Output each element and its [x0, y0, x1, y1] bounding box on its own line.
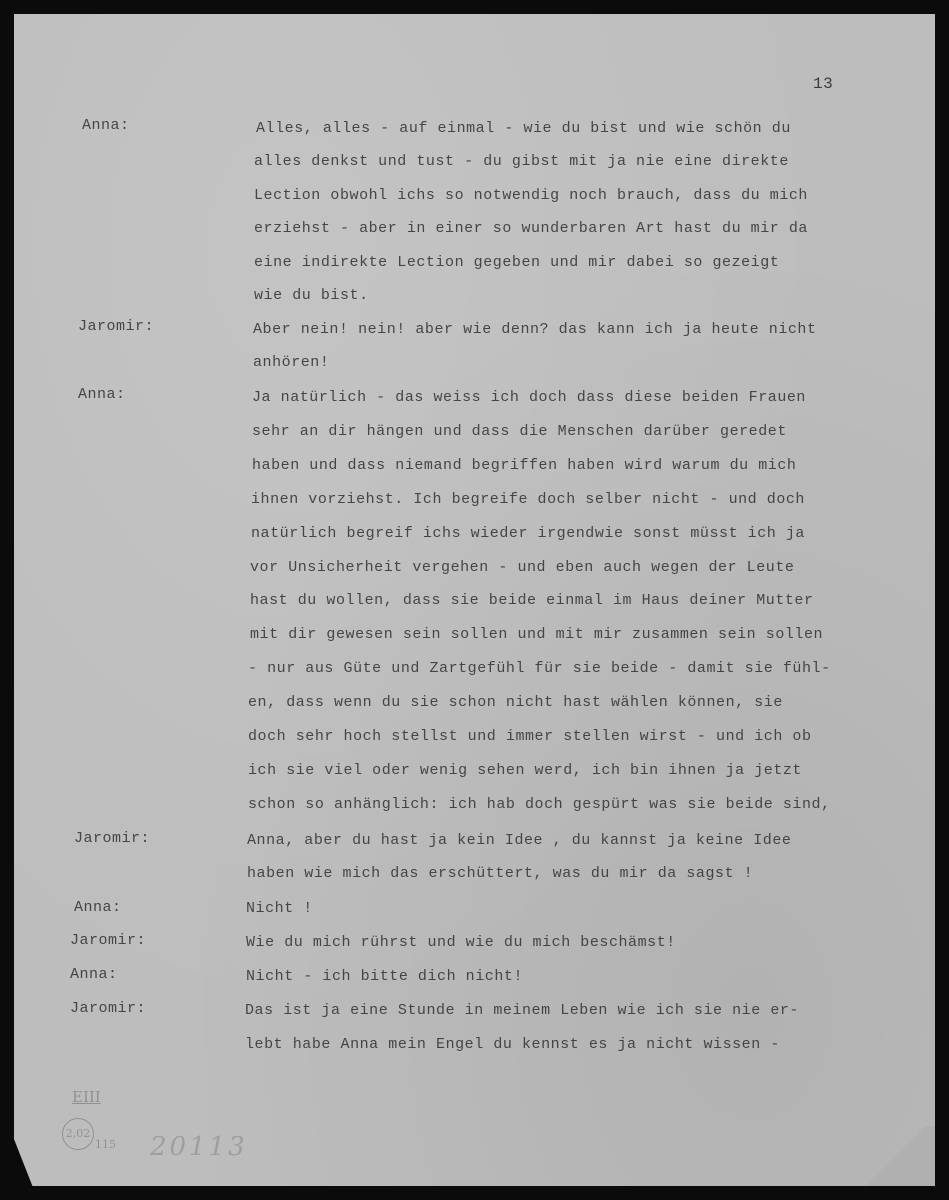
dialogue-line: erziehst - aber in einer so wunderbaren Art hast du mir da	[254, 220, 808, 237]
dialogue-line: Ja natürlich - das weiss ich doch dass diese beiden Frauen	[252, 389, 806, 406]
dialogue-line: lebt habe Anna mein Engel du kennst es ja nicht wissen -	[245, 1036, 780, 1053]
dialogue-line: ich sie viel oder wenig sehen werd, ich bin ihnen ja jetzt	[248, 762, 802, 779]
dialogue-line: Wie du mich rührst und wie du mich beschämst!	[246, 934, 676, 951]
dialogue-line: sehr an dir hängen und dass die Menschen darüber geredet	[252, 423, 787, 440]
archive-circle-stamp: 2,02	[62, 1118, 94, 1150]
archive-shelf-mark: EIII	[72, 1088, 101, 1106]
dialogue-line: wie du bist.	[254, 287, 369, 304]
dialogue-line: vor Unsicherheit vergehen - und eben auch wegen der Leute	[250, 559, 795, 576]
dialogue-line: Nicht - ich bitte dich nicht!	[246, 968, 523, 985]
dialogue-line: haben und dass niemand begriffen haben wird warum du mich	[252, 457, 797, 474]
dialogue-line: - nur aus Güte und Zartgefühl für sie beide - damit sie fühl-	[248, 660, 831, 677]
dialogue-line: haben wie mich das erschüttert, was du mir da sagst !	[247, 865, 754, 882]
dialogue-line: Aber nein! nein! aber wie denn? das kann ich ja heute nicht	[253, 321, 817, 338]
speaker-label: Anna:	[78, 386, 126, 403]
dialogue-line: hast du wollen, dass sie beide einmal im Haus deiner Mutter	[250, 592, 814, 609]
page-number: 13	[813, 75, 834, 93]
archive-inventory-number: 20113	[150, 1132, 248, 1162]
sheet-corner-fold	[855, 1126, 935, 1186]
speaker-label: Jaromir:	[70, 932, 147, 949]
dialogue-line: Anna, aber du hast ja kein Idee , du kannst ja keine Idee	[247, 832, 792, 849]
speaker-label: Jaromir:	[78, 318, 155, 335]
dialogue-line: anhören!	[253, 354, 330, 371]
dialogue-line: mit dir gewesen sein sollen und mit mir zusammen sein sollen	[250, 626, 824, 643]
dialogue-line: alles denkst und tust - du gibst mit ja nie eine direkte	[254, 153, 789, 170]
speaker-label: Jaromir:	[70, 1000, 147, 1017]
dialogue-line: schon so anhänglich: ich hab doch gespürt was sie beide sind,	[248, 796, 831, 813]
dialogue-line: eine indirekte Lection gegeben und mir dabei so gezeigt	[254, 254, 780, 271]
dialogue-line: Nicht !	[246, 900, 313, 917]
dialogue-line: Das ist ja eine Stunde in meinem Leben wie ich sie nie er-	[245, 1002, 799, 1019]
dialogue-line: en, dass wenn du sie schon nicht hast wählen können, sie	[248, 694, 783, 711]
speaker-label: Anna:	[70, 966, 118, 983]
dialogue-line: Lection obwohl ichs so notwendig noch brauch, dass du mich	[254, 187, 808, 204]
dialogue-line: Alles, alles - auf einmal - wie du bist und wie schön du	[256, 120, 791, 137]
speaker-label: Anna:	[82, 117, 130, 134]
speaker-label: Jaromir:	[74, 830, 151, 847]
dialogue-line: ihnen vorziehst. Ich begreife doch selber nicht - und doch	[251, 491, 805, 508]
dialogue-line: doch sehr hoch stellst und immer stellen wirst - und ich ob	[248, 728, 812, 745]
speaker-label: Anna:	[74, 899, 122, 916]
archive-sub-mark: 115	[95, 1138, 116, 1151]
dialogue-line: natürlich begreif ichs wieder irgendwie sonst müsst ich ja	[251, 525, 805, 542]
